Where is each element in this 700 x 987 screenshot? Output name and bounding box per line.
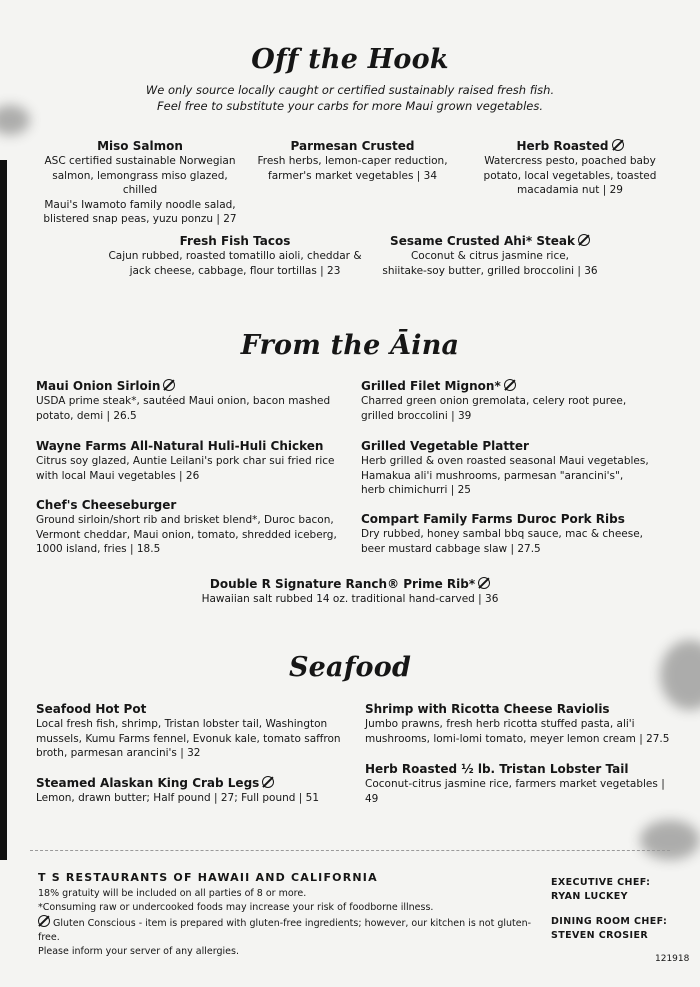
footer-note: *Consuming raw or undercooked foods may increase your risk of foodborne illness.: [38, 902, 434, 913]
item-name: Maui Onion Sirloin: [36, 379, 161, 393]
item-desc: potato, demi | 26.5: [36, 409, 137, 422]
item-name: Seafood Hot Pot: [36, 702, 147, 716]
menu-item: [36, 497, 351, 557]
item-desc: Cajun rubbed, roasted tomatillo aioli, cheddar &: [108, 250, 362, 262]
item-name: Grilled Vegetable Platter: [361, 439, 529, 453]
item-desc: mussels, Kumu Farms fennel, Evonuk kale, tomato saffron: [36, 732, 341, 745]
hook-intro-line-1: We only source locally caught or certified sustainably raised fresh fish.: [145, 83, 555, 97]
item-desc: shiitake-soy butter, grilled broccolini | 36: [382, 264, 598, 277]
footer-note: 18% gratuity will be included on all parties of 8 or more.: [38, 888, 307, 899]
item-name: Compart Family Farms Duroc Pork Ribs: [361, 512, 625, 526]
menu-item: [36, 438, 351, 483]
item-name: Double R Signature Ranch® Prime Rib*: [209, 577, 476, 591]
executive-chef: [551, 876, 650, 904]
item-desc: Coconut-citrus jasmine rice, farmers market vegetables | 49: [365, 778, 665, 805]
item-name: Steamed Alaskan King Crab Legs: [36, 776, 260, 790]
gluten-conscious-icon: [478, 577, 490, 589]
item-desc: Ground sirloin/short rib and brisket blend*, Duroc bacon,: [36, 514, 334, 526]
section-title-hook: Off the Hook: [251, 44, 449, 75]
menu-item: [365, 701, 675, 746]
footer-divider: [30, 850, 670, 852]
menu-item: [36, 378, 346, 423]
item-name: Shrimp with Ricotta Cheese Raviolis: [365, 702, 610, 716]
section-title-aina: From the Āina: [240, 330, 460, 361]
item-desc: Citrus soy glazed, Auntie Leilani's pork char sui fried rice: [36, 455, 335, 467]
item-name: Miso Salmon: [97, 139, 183, 153]
dining-room-chef-label: DINING ROOM CHEF:: [551, 916, 668, 927]
item-desc: Charred green onion gremolata, celery root puree,: [361, 395, 627, 407]
menu-item: [361, 378, 671, 423]
dining-room-chef: [551, 915, 667, 943]
item-desc: Maui's Iwamoto family noodle salad,: [44, 198, 236, 211]
executive-chef-name: RYAN LUCKEY: [551, 891, 628, 902]
item-name: Grilled Filet Mignon*: [361, 379, 501, 393]
page-edge-shadow: [0, 160, 7, 860]
item-name: Herb Roasted: [516, 139, 609, 153]
item-desc: jack cheese, cabbage, flour tortillas | 23: [129, 264, 341, 277]
item-name: Wayne Farms All-Natural Huli-Huli Chicken: [36, 439, 324, 453]
menu-item: [250, 138, 455, 183]
gluten-conscious-icon: [262, 776, 274, 788]
item-desc: with local Maui vegetables | 26: [36, 469, 200, 482]
item-desc: farmer's market vegetables | 34: [268, 169, 437, 182]
gluten-conscious-icon: [163, 379, 175, 391]
executive-chef-label: EXECUTIVE CHEF:: [551, 877, 651, 888]
gluten-conscious-icon: [612, 139, 624, 151]
item-desc: Watercress pesto, poached baby: [484, 155, 656, 167]
menu-item: [40, 138, 240, 227]
footer-notes: [38, 887, 538, 959]
hook-intro-line-2: Feel free to substitute your carbs for more Maui grown vegetables.: [157, 99, 543, 113]
item-desc: Hamakua ali'i mushrooms, parmesan "arancini's",: [361, 469, 624, 482]
item-desc: potato, local vegetables, toasted: [483, 169, 657, 182]
item-desc: grilled broccolini | 39: [361, 409, 472, 422]
item-name: Sesame Crusted Ahi* Steak: [390, 234, 575, 248]
item-desc: blistered snap peas, yuzu ponzu | 27: [43, 213, 237, 225]
item-desc: Jumbo prawns, fresh herb ricotta stuffed pasta, ali'i: [365, 718, 635, 730]
section-title-seafood: Seafood: [288, 652, 412, 683]
item-desc: 1000 island, fries | 18.5: [36, 543, 161, 555]
menu-item: [100, 233, 370, 278]
dining-room-chef-name: STEVEN CROSIER: [551, 930, 649, 941]
scan-smudge: [640, 820, 700, 860]
item-desc: macadamia nut | 29: [517, 184, 623, 196]
menu-item: [36, 775, 351, 806]
item-name: Herb Roasted ½ lb. Tristan Lobster Tail: [365, 762, 629, 776]
restaurant-group-title: T S RESTAURANTS OF HAWAII AND CALIFORNIA: [38, 871, 378, 884]
item-desc: Vermont cheddar, Maui onion, tomato, shredded iceberg,: [36, 528, 337, 541]
item-name: Fresh Fish Tacos: [179, 234, 291, 248]
item-desc: ASC certified sustainable Norwegian: [44, 155, 236, 167]
menu-item: [170, 576, 530, 607]
menu-item: [36, 701, 351, 761]
item-name: Chef's Cheeseburger: [36, 498, 177, 512]
item-desc: Coconut & citrus jasmine rice,: [410, 250, 570, 262]
item-desc: salmon, lemongrass miso glazed, chilled: [52, 169, 228, 196]
item-desc: mushrooms, lomi-lomi tomato, meyer lemon cream | 27.5: [365, 732, 670, 745]
item-desc: Herb grilled & oven roasted seasonal Maui vegetables,: [361, 455, 649, 467]
item-name: Parmesan Crusted: [290, 139, 415, 153]
gluten-conscious-icon: [578, 234, 590, 246]
menu-item: [361, 511, 671, 556]
item-desc: Local fresh fish, shrimp, Tristan lobster tail, Washington: [36, 718, 328, 730]
gluten-conscious-icon: [38, 915, 50, 927]
menu-item: [470, 138, 670, 198]
menu-item: [365, 761, 675, 806]
item-desc: broth, parmesan arancini's | 32: [36, 747, 201, 759]
item-desc: Dry rubbed, honey sambal bbq sauce, mac & cheese,: [361, 528, 644, 540]
item-desc: Lemon, drawn butter; Half pound | 27; Full pound | 51: [36, 792, 320, 804]
item-desc: Hawaiian salt rubbed 14 oz. traditional hand-carved | 36: [201, 593, 499, 605]
footer-note: Gluten Conscious - item is prepared with gluten-free ingredients; however, our kitchen is not gluten-free.: [38, 918, 532, 943]
gluten-conscious-icon: [504, 379, 516, 391]
menu-item: [375, 233, 605, 278]
menu-item: [361, 438, 671, 498]
item-desc: Fresh herbs, lemon-caper reduction,: [257, 155, 448, 167]
item-desc: USDA prime steak*, sautéed Maui onion, bacon mashed: [36, 395, 331, 407]
menu-code: 121918: [655, 954, 690, 964]
footer-note: Please inform your server of any allergies.: [38, 946, 239, 957]
item-desc: beer mustard cabbage slaw | 27.5: [361, 542, 541, 555]
item-desc: herb chimichurri | 25: [361, 484, 471, 496]
